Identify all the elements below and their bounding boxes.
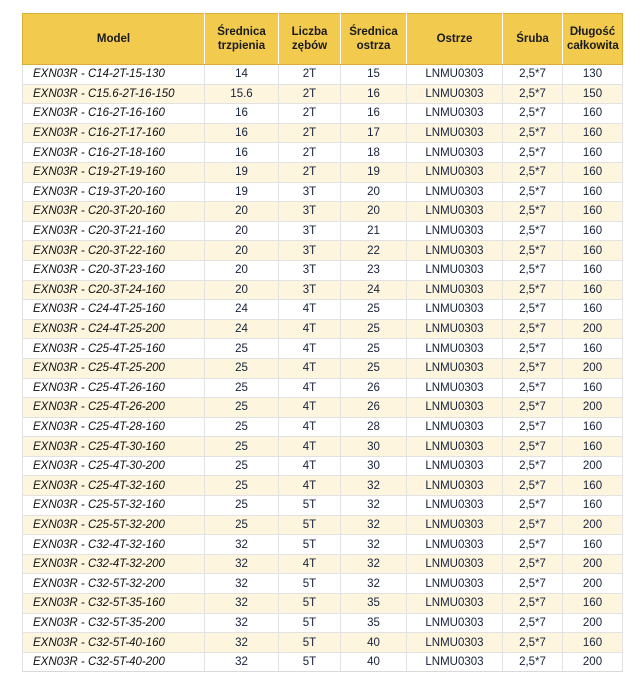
column-header-insert: Ostrze <box>407 14 503 65</box>
table-body <box>23 65 623 672</box>
cell-screw: 2,5*7 <box>503 182 563 202</box>
table-row <box>23 182 623 202</box>
cell-insert: LNMU0303 <box>407 162 503 182</box>
cell-teeth: 5T <box>279 535 341 555</box>
cell-screw: 2,5*7 <box>503 535 563 555</box>
cell-insert: LNMU0303 <box>407 456 503 476</box>
cell-dia: 21 <box>341 221 407 241</box>
cell-dia: 16 <box>341 104 407 124</box>
table-row <box>23 535 623 555</box>
cell-shank: 25 <box>205 378 279 398</box>
cell-shank: 16 <box>205 123 279 143</box>
cell-dia: 19 <box>341 162 407 182</box>
cell-insert: LNMU0303 <box>407 241 503 261</box>
table-row <box>23 378 623 398</box>
table-row <box>23 515 623 535</box>
cell-teeth: 4T <box>279 417 341 437</box>
cell-length: 160 <box>563 260 623 280</box>
cell-screw: 2,5*7 <box>503 241 563 261</box>
table-row <box>23 260 623 280</box>
cell-model: EXN03R - C20-3T-23-160 <box>23 260 205 280</box>
table-row <box>23 280 623 300</box>
cell-length: 160 <box>563 378 623 398</box>
cell-shank: 20 <box>205 202 279 222</box>
cell-screw: 2,5*7 <box>503 515 563 535</box>
cell-insert: LNMU0303 <box>407 280 503 300</box>
cell-length: 200 <box>563 319 623 339</box>
cell-length: 160 <box>563 202 623 222</box>
cell-screw: 2,5*7 <box>503 574 563 594</box>
cell-shank: 25 <box>205 437 279 457</box>
cell-model: EXN03R - C20-3T-20-160 <box>23 202 205 222</box>
cell-shank: 32 <box>205 535 279 555</box>
cell-model: EXN03R - C20-3T-21-160 <box>23 221 205 241</box>
cell-insert: LNMU0303 <box>407 260 503 280</box>
column-header-teeth: Liczba zębów <box>279 14 341 65</box>
cell-teeth: 5T <box>279 633 341 653</box>
table-row <box>23 613 623 633</box>
cell-length: 160 <box>563 300 623 320</box>
cell-screw: 2,5*7 <box>503 594 563 614</box>
cell-model: EXN03R - C32-5T-40-160 <box>23 633 205 653</box>
table-row <box>23 358 623 378</box>
cell-dia: 32 <box>341 554 407 574</box>
table-row <box>23 456 623 476</box>
cell-model: EXN03R - C14-2T-15-130 <box>23 65 205 85</box>
cell-length: 200 <box>563 574 623 594</box>
product-specification-table <box>22 13 623 672</box>
table-row <box>23 65 623 85</box>
cell-dia: 32 <box>341 535 407 555</box>
cell-length: 200 <box>563 613 623 633</box>
cell-shank: 24 <box>205 319 279 339</box>
cell-model: EXN03R - C25-5T-32-200 <box>23 515 205 535</box>
table-row <box>23 496 623 516</box>
cell-shank: 14 <box>205 65 279 85</box>
cell-dia: 32 <box>341 496 407 516</box>
table-row <box>23 574 623 594</box>
column-header-length: Długość całkowita <box>563 14 623 65</box>
cell-screw: 2,5*7 <box>503 65 563 85</box>
cell-screw: 2,5*7 <box>503 476 563 496</box>
cell-dia: 28 <box>341 417 407 437</box>
cell-shank: 32 <box>205 633 279 653</box>
cell-dia: 25 <box>341 358 407 378</box>
cell-length: 160 <box>563 476 623 496</box>
cell-insert: LNMU0303 <box>407 339 503 359</box>
table-row <box>23 202 623 222</box>
cell-screw: 2,5*7 <box>503 652 563 672</box>
cell-screw: 2,5*7 <box>503 398 563 418</box>
cell-teeth: 2T <box>279 123 341 143</box>
cell-insert: LNMU0303 <box>407 594 503 614</box>
cell-length: 200 <box>563 456 623 476</box>
cell-screw: 2,5*7 <box>503 104 563 124</box>
cell-length: 200 <box>563 398 623 418</box>
cell-screw: 2,5*7 <box>503 123 563 143</box>
cell-teeth: 2T <box>279 104 341 124</box>
cell-teeth: 4T <box>279 319 341 339</box>
cell-teeth: 2T <box>279 143 341 163</box>
cell-shank: 25 <box>205 398 279 418</box>
cell-length: 200 <box>563 652 623 672</box>
cell-shank: 20 <box>205 280 279 300</box>
cell-insert: LNMU0303 <box>407 574 503 594</box>
cell-screw: 2,5*7 <box>503 358 563 378</box>
cell-teeth: 2T <box>279 65 341 85</box>
cell-length: 160 <box>563 182 623 202</box>
table-row <box>23 652 623 672</box>
cell-insert: LNMU0303 <box>407 398 503 418</box>
cell-shank: 32 <box>205 594 279 614</box>
cell-model: EXN03R - C25-4T-25-200 <box>23 358 205 378</box>
cell-teeth: 3T <box>279 241 341 261</box>
cell-screw: 2,5*7 <box>503 221 563 241</box>
cell-teeth: 4T <box>279 398 341 418</box>
cell-screw: 2,5*7 <box>503 280 563 300</box>
cell-length: 160 <box>563 162 623 182</box>
cell-shank: 25 <box>205 339 279 359</box>
cell-screw: 2,5*7 <box>503 260 563 280</box>
cell-insert: LNMU0303 <box>407 319 503 339</box>
column-header-shank: Średnica trzpienia <box>205 14 279 65</box>
product-specification-table-container <box>22 13 622 672</box>
cell-insert: LNMU0303 <box>407 633 503 653</box>
cell-teeth: 2T <box>279 162 341 182</box>
cell-dia: 30 <box>341 456 407 476</box>
cell-teeth: 5T <box>279 652 341 672</box>
cell-length: 130 <box>563 65 623 85</box>
cell-dia: 23 <box>341 260 407 280</box>
cell-model: EXN03R - C25-4T-28-160 <box>23 417 205 437</box>
cell-model: EXN03R - C32-5T-40-200 <box>23 652 205 672</box>
cell-screw: 2,5*7 <box>503 162 563 182</box>
cell-length: 160 <box>563 496 623 516</box>
cell-teeth: 4T <box>279 437 341 457</box>
cell-teeth: 3T <box>279 221 341 241</box>
table-row <box>23 84 623 104</box>
cell-model: EXN03R - C25-4T-25-160 <box>23 339 205 359</box>
cell-model: EXN03R - C20-3T-22-160 <box>23 241 205 261</box>
cell-model: EXN03R - C32-5T-32-200 <box>23 574 205 594</box>
cell-dia: 22 <box>341 241 407 261</box>
column-header-screw: Śruba <box>503 14 563 65</box>
cell-length: 160 <box>563 417 623 437</box>
cell-teeth: 4T <box>279 554 341 574</box>
cell-insert: LNMU0303 <box>407 104 503 124</box>
cell-teeth: 4T <box>279 358 341 378</box>
table-header <box>23 14 623 65</box>
cell-dia: 15 <box>341 65 407 85</box>
cell-insert: LNMU0303 <box>407 437 503 457</box>
cell-screw: 2,5*7 <box>503 300 563 320</box>
cell-shank: 19 <box>205 182 279 202</box>
cell-model: EXN03R - C24-4T-25-160 <box>23 300 205 320</box>
cell-teeth: 4T <box>279 456 341 476</box>
table-row <box>23 104 623 124</box>
cell-screw: 2,5*7 <box>503 84 563 104</box>
table-row <box>23 143 623 163</box>
cell-dia: 26 <box>341 378 407 398</box>
cell-screw: 2,5*7 <box>503 319 563 339</box>
table-row <box>23 417 623 437</box>
cell-length: 160 <box>563 437 623 457</box>
table-row <box>23 633 623 653</box>
cell-length: 200 <box>563 358 623 378</box>
cell-screw: 2,5*7 <box>503 143 563 163</box>
cell-screw: 2,5*7 <box>503 496 563 516</box>
cell-length: 160 <box>563 594 623 614</box>
table-row <box>23 221 623 241</box>
cell-model: EXN03R - C16-2T-18-160 <box>23 143 205 163</box>
cell-shank: 20 <box>205 241 279 261</box>
cell-insert: LNMU0303 <box>407 123 503 143</box>
cell-model: EXN03R - C25-5T-32-160 <box>23 496 205 516</box>
cell-length: 200 <box>563 554 623 574</box>
cell-dia: 20 <box>341 182 407 202</box>
cell-insert: LNMU0303 <box>407 84 503 104</box>
cell-dia: 32 <box>341 476 407 496</box>
cell-model: EXN03R - C32-4T-32-200 <box>23 554 205 574</box>
cell-teeth: 5T <box>279 574 341 594</box>
cell-shank: 19 <box>205 162 279 182</box>
cell-dia: 35 <box>341 613 407 633</box>
cell-insert: LNMU0303 <box>407 515 503 535</box>
cell-shank: 25 <box>205 515 279 535</box>
cell-shank: 25 <box>205 496 279 516</box>
cell-length: 160 <box>563 104 623 124</box>
cell-length: 160 <box>563 241 623 261</box>
cell-model: EXN03R - C32-4T-32-160 <box>23 535 205 555</box>
table-row <box>23 162 623 182</box>
table-row <box>23 476 623 496</box>
cell-length: 160 <box>563 633 623 653</box>
table-row <box>23 398 623 418</box>
cell-teeth: 5T <box>279 496 341 516</box>
cell-teeth: 3T <box>279 260 341 280</box>
cell-model: EXN03R - C16-2T-17-160 <box>23 123 205 143</box>
cell-insert: LNMU0303 <box>407 652 503 672</box>
cell-teeth: 4T <box>279 378 341 398</box>
table-row <box>23 123 623 143</box>
cell-model: EXN03R - C32-5T-35-160 <box>23 594 205 614</box>
cell-teeth: 4T <box>279 476 341 496</box>
cell-model: EXN03R - C19-3T-20-160 <box>23 182 205 202</box>
cell-dia: 20 <box>341 202 407 222</box>
cell-shank: 16 <box>205 143 279 163</box>
column-header-model: Model <box>23 14 205 65</box>
cell-screw: 2,5*7 <box>503 417 563 437</box>
cell-model: EXN03R - C32-5T-35-200 <box>23 613 205 633</box>
cell-length: 160 <box>563 143 623 163</box>
cell-model: EXN03R - C25-4T-30-200 <box>23 456 205 476</box>
cell-model: EXN03R - C19-2T-19-160 <box>23 162 205 182</box>
cell-dia: 26 <box>341 398 407 418</box>
cell-dia: 32 <box>341 515 407 535</box>
cell-dia: 18 <box>341 143 407 163</box>
cell-dia: 35 <box>341 594 407 614</box>
cell-insert: LNMU0303 <box>407 202 503 222</box>
cell-teeth: 3T <box>279 280 341 300</box>
cell-screw: 2,5*7 <box>503 437 563 457</box>
cell-dia: 30 <box>341 437 407 457</box>
table-row <box>23 554 623 574</box>
cell-length: 160 <box>563 123 623 143</box>
cell-dia: 24 <box>341 280 407 300</box>
cell-dia: 25 <box>341 319 407 339</box>
cell-shank: 20 <box>205 221 279 241</box>
cell-insert: LNMU0303 <box>407 378 503 398</box>
table-row <box>23 594 623 614</box>
cell-insert: LNMU0303 <box>407 358 503 378</box>
cell-shank: 25 <box>205 456 279 476</box>
cell-shank: 32 <box>205 652 279 672</box>
cell-dia: 25 <box>341 300 407 320</box>
cell-insert: LNMU0303 <box>407 143 503 163</box>
cell-shank: 32 <box>205 574 279 594</box>
cell-shank: 25 <box>205 358 279 378</box>
cell-screw: 2,5*7 <box>503 202 563 222</box>
cell-dia: 25 <box>341 339 407 359</box>
cell-length: 200 <box>563 515 623 535</box>
cell-shank: 32 <box>205 613 279 633</box>
cell-screw: 2,5*7 <box>503 339 563 359</box>
cell-dia: 40 <box>341 652 407 672</box>
cell-length: 160 <box>563 280 623 300</box>
cell-model: EXN03R - C25-4T-26-200 <box>23 398 205 418</box>
cell-shank: 24 <box>205 300 279 320</box>
cell-insert: LNMU0303 <box>407 554 503 574</box>
cell-model: EXN03R - C25-4T-32-160 <box>23 476 205 496</box>
cell-insert: LNMU0303 <box>407 65 503 85</box>
cell-shank: 20 <box>205 260 279 280</box>
cell-screw: 2,5*7 <box>503 633 563 653</box>
cell-model: EXN03R - C25-4T-30-160 <box>23 437 205 457</box>
table-header-row <box>23 14 623 65</box>
cell-shank: 16 <box>205 104 279 124</box>
cell-insert: LNMU0303 <box>407 613 503 633</box>
cell-length: 160 <box>563 339 623 359</box>
cell-teeth: 3T <box>279 182 341 202</box>
table-row <box>23 300 623 320</box>
cell-length: 160 <box>563 221 623 241</box>
cell-model: EXN03R - C24-4T-25-200 <box>23 319 205 339</box>
table-row <box>23 241 623 261</box>
cell-teeth: 4T <box>279 300 341 320</box>
cell-dia: 16 <box>341 84 407 104</box>
cell-dia: 17 <box>341 123 407 143</box>
cell-dia: 40 <box>341 633 407 653</box>
cell-model: EXN03R - C25-4T-26-160 <box>23 378 205 398</box>
cell-screw: 2,5*7 <box>503 456 563 476</box>
cell-insert: LNMU0303 <box>407 221 503 241</box>
cell-teeth: 5T <box>279 515 341 535</box>
cell-insert: LNMU0303 <box>407 182 503 202</box>
cell-screw: 2,5*7 <box>503 554 563 574</box>
cell-insert: LNMU0303 <box>407 417 503 437</box>
table-row <box>23 319 623 339</box>
cell-shank: 25 <box>205 417 279 437</box>
cell-model: EXN03R - C16-2T-16-160 <box>23 104 205 124</box>
cell-teeth: 3T <box>279 202 341 222</box>
column-header-dia: Średnica ostrza <box>341 14 407 65</box>
cell-screw: 2,5*7 <box>503 613 563 633</box>
cell-insert: LNMU0303 <box>407 496 503 516</box>
cell-shank: 32 <box>205 554 279 574</box>
table-row <box>23 339 623 359</box>
cell-length: 160 <box>563 535 623 555</box>
cell-insert: LNMU0303 <box>407 535 503 555</box>
cell-screw: 2,5*7 <box>503 378 563 398</box>
cell-teeth: 2T <box>279 84 341 104</box>
cell-insert: LNMU0303 <box>407 300 503 320</box>
cell-model: EXN03R - C20-3T-24-160 <box>23 280 205 300</box>
cell-teeth: 5T <box>279 613 341 633</box>
cell-length: 150 <box>563 84 623 104</box>
cell-shank: 15.6 <box>205 84 279 104</box>
cell-teeth: 5T <box>279 594 341 614</box>
cell-dia: 32 <box>341 574 407 594</box>
cell-insert: LNMU0303 <box>407 476 503 496</box>
cell-teeth: 4T <box>279 339 341 359</box>
cell-model: EXN03R - C15.6-2T-16-150 <box>23 84 205 104</box>
cell-shank: 25 <box>205 476 279 496</box>
table-row <box>23 437 623 457</box>
